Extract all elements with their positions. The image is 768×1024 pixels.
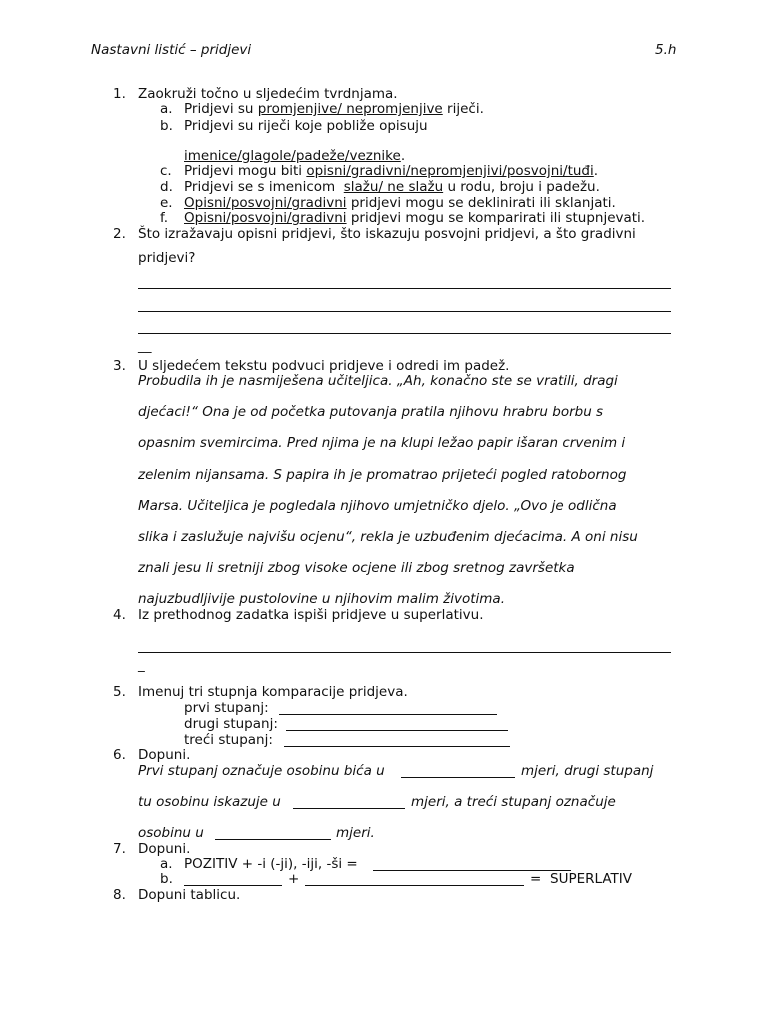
header-title: Nastavni listić – pridjevi <box>91 42 252 58</box>
header-class: 5.h <box>655 42 677 58</box>
q4-number: 4. <box>113 607 126 623</box>
q6-text: Dopuni. <box>138 747 191 763</box>
answer-line[interactable] <box>138 288 671 289</box>
item-text: Pridjevi su promjenjive/ nepromjenjive riječi. <box>184 101 484 117</box>
q6-sentence-part: mjeri. <box>336 825 375 841</box>
q2-text-line1: Što izražavaju opisni pridjevi, što iskazuju posvojni pridjevi, a što gradivni <box>138 226 636 242</box>
q2-text-line2: pridjevi? <box>138 250 196 266</box>
q7-text: Dopuni. <box>138 841 191 857</box>
q1-item-d <box>160 179 600 195</box>
q6-number: 6. <box>113 747 126 763</box>
q2-line-tail: __ <box>138 338 152 354</box>
item-text: Pridjevi se s imenicom slažu/ ne slažu u rodu, broju i padežu. <box>184 179 600 195</box>
answer-line[interactable] <box>284 746 510 747</box>
blank-line[interactable] <box>305 885 524 886</box>
q3-passage-line: slika i zaslužuje najvišu ocjenu“, rekla je uzbuđenim djećacima. A oni nisu <box>138 529 638 545</box>
q8-text: Dopuni tablicu. <box>138 887 241 903</box>
q3-passage-line: Marsa. Učiteljica je pogledala njihovo umjetničko djelo. „Ovo je odlična <box>138 498 617 514</box>
q7-number: 7. <box>113 841 126 857</box>
q7-item-a-text: POZITIV + -i (-ji), -iji, -ši = <box>184 856 358 872</box>
choice-options: Opisni/posvojni/gradivni <box>184 195 347 211</box>
blank-line[interactable] <box>215 839 331 840</box>
item-text: Pridjevi mogu biti opisni/gradivni/nepromjenjivi/posvojni/tuđi. <box>184 163 599 179</box>
item-letter: b. <box>160 118 173 134</box>
q6-sentence-part: mjeri, drugi stupanj <box>521 763 654 779</box>
choice-options: Opisni/posvojni/gradivni <box>184 210 347 226</box>
q3-passage-line: znali jesu li sretniji zbog visoke ocjene ili zbog sretnog završetka <box>138 560 575 576</box>
q6-sentence-part: Prvi stupanj označuje osobinu bića u <box>138 763 385 779</box>
answer-line[interactable] <box>138 652 671 653</box>
item-letter: d. <box>160 179 173 195</box>
q1-text: Zaokruži točno u sljedećim tvrdnjama. <box>138 86 398 102</box>
q7-item-b-letter: b. <box>160 871 173 887</box>
q1-item-e <box>160 195 616 211</box>
q3-passage-line: najuzbudljivije pustolovine u njihovim malim životima. <box>138 591 505 607</box>
blank-line[interactable] <box>401 777 515 778</box>
choice-options: promjenjive/ nepromjenjive <box>257 101 443 117</box>
answer-line[interactable] <box>138 333 671 334</box>
item-letter: c. <box>160 163 172 179</box>
q5-degree-1-label: prvi stupanj: <box>184 700 269 716</box>
item-letter: a. <box>160 101 173 117</box>
q3-passage-line: Probudila ih je nasmiješena učiteljica. „Ah, konačno ste se vratili, dragi <box>138 373 618 389</box>
q5-text: Imenuj tri stupnja komparacije pridjeva. <box>138 684 408 700</box>
choice-options: opisni/gradivni/nepromjenjivi/posvojni/tuđi <box>306 163 594 179</box>
q8-number: 8. <box>113 887 126 903</box>
item-letter: e. <box>160 195 173 211</box>
answer-line[interactable] <box>279 714 497 715</box>
choice-options: imenice/glagole/padeže/veznike <box>184 148 401 164</box>
q7-equals-sign: = <box>530 871 542 887</box>
q1-item-c <box>160 163 599 179</box>
answer-line[interactable] <box>286 730 508 731</box>
q1-item-b-options: imenice/glagole/padeže/veznike. <box>184 148 406 164</box>
q2-number: 2. <box>113 226 126 242</box>
q7-result: SUPERLATIV <box>550 871 632 887</box>
q5-degree-2-label: drugi stupanj: <box>184 716 278 732</box>
item-text: Opisni/posvojni/gradivni pridjevi mogu se deklinirati ili sklanjati. <box>184 195 616 211</box>
q5-number: 5. <box>113 684 126 700</box>
q3-passage-line: opasnim svemircima. Pred njima je na klupi ležao papir išaran crvenim i <box>138 435 626 451</box>
q3-passage-line: djećaci!“ Ona je od početka putovanja pratila njihovu hrabru borbu s <box>138 404 604 420</box>
q3-text: U sljedećem tekstu podvuci pridjeve i odredi im padež. <box>138 358 510 374</box>
q4-text: Iz prethodnog zadatka ispiši pridjeve u superlativu. <box>138 607 484 623</box>
q3-passage-line: zelenim nijansama. S papira ih je promatrao prijeteći pogled ratobornog <box>138 467 627 483</box>
q4-line-tail: _ <box>138 657 145 673</box>
q6-sentence-part: mjeri, a treći stupanj označuje <box>411 794 616 810</box>
q5-degree-3-label: treći stupanj: <box>184 732 273 748</box>
q7-item-a-letter: a. <box>160 856 173 872</box>
item-letter: f. <box>160 210 169 226</box>
blank-line[interactable] <box>184 885 282 886</box>
q1-number: 1. <box>113 86 126 102</box>
answer-line[interactable] <box>138 311 671 312</box>
q3-number: 3. <box>113 358 126 374</box>
choice-options: slažu/ ne slažu <box>343 179 444 195</box>
q1-item-f <box>160 210 646 226</box>
q1-item-b <box>160 118 428 134</box>
q6-sentence-part: tu osobinu iskazuje u <box>138 794 281 810</box>
q6-sentence-part: osobinu u <box>138 825 204 841</box>
blank-line[interactable] <box>293 808 405 809</box>
item-text: Pridjevi su riječi koje pobliže opisuju <box>184 118 428 134</box>
q7-plus-sign: + <box>288 871 300 887</box>
q1-item-a <box>160 101 484 117</box>
item-text: Opisni/posvojni/gradivni pridjevi mogu se komparirati ili stupnjevati. <box>184 210 646 226</box>
